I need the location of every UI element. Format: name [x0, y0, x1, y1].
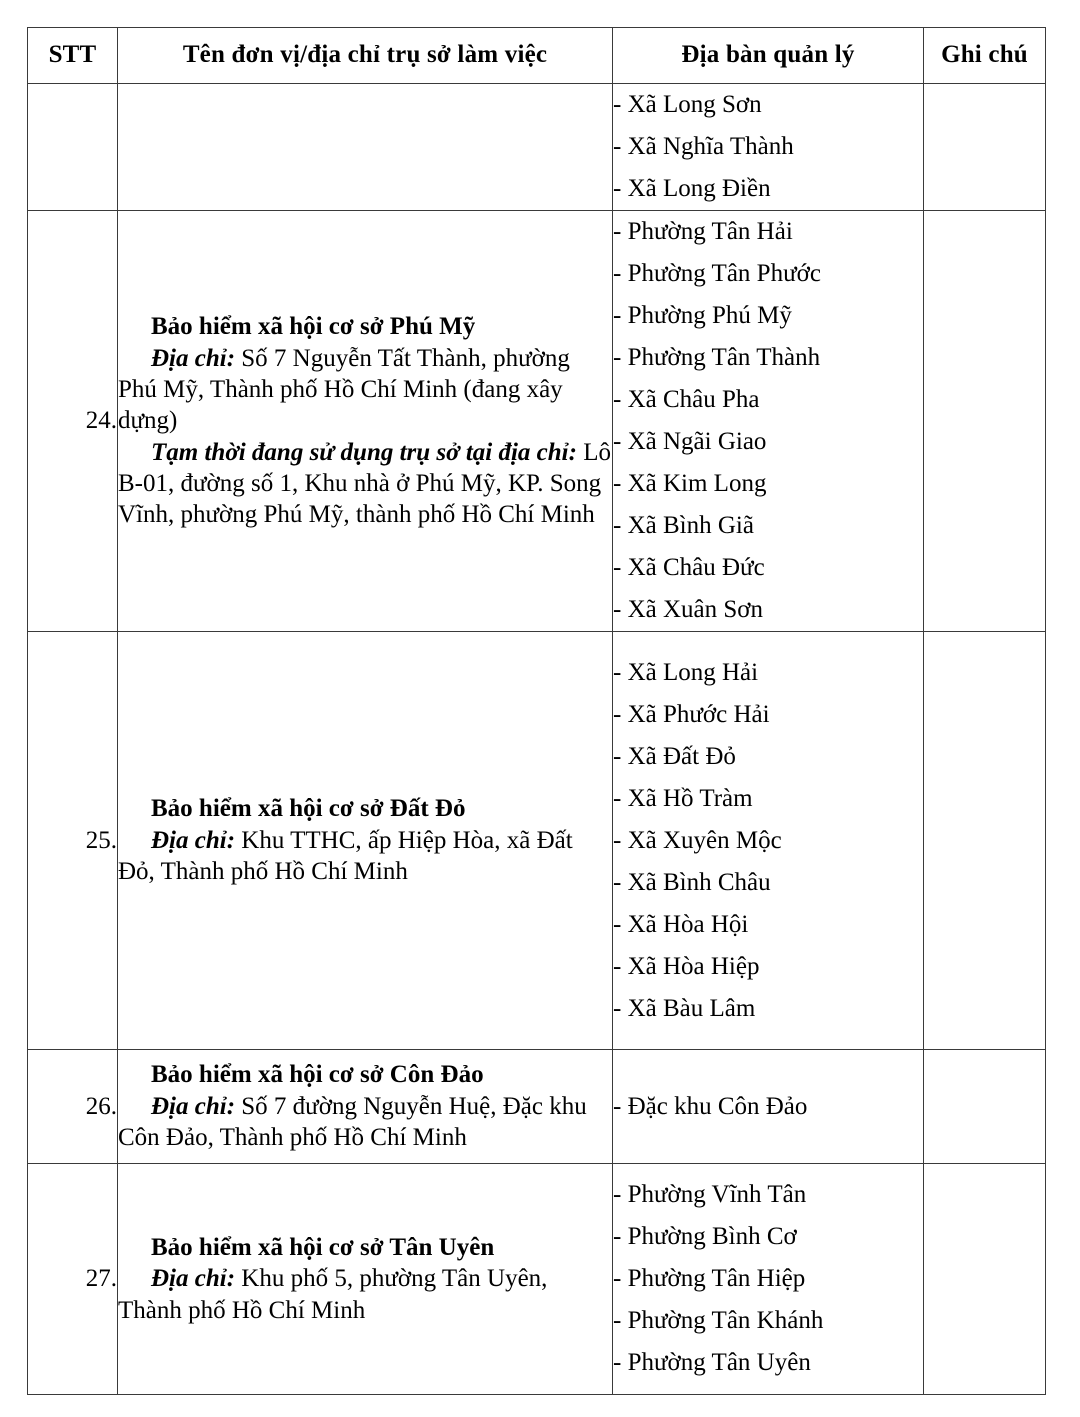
address-label: Địa chỉ: [151, 344, 236, 372]
area-list-item: - Xã Ngãi Giao [613, 428, 767, 455]
cell-managed-area [613, 1050, 924, 1164]
area-list-item: - Xã Xuân Sơn [613, 596, 763, 623]
table-row [28, 632, 1046, 1050]
temporary-address-label: Tạm thời đang sử dụng trụ sở tại địa chỉ: [151, 438, 577, 466]
area-list-item: - Xã Nghĩa Thành [613, 133, 794, 160]
unit-info-block [118, 311, 612, 531]
cell-note [924, 211, 1046, 632]
cell-note [924, 632, 1046, 1050]
area-list-item: - Phường Vĩnh Tân [613, 1181, 807, 1208]
cell-stt: 25. [28, 632, 118, 1050]
area-list [613, 652, 923, 1030]
area-list-item: - Xã Hòa Hiệp [613, 952, 760, 980]
table-row [28, 1050, 1046, 1164]
area-list-item: - Xã Long Điền [613, 175, 771, 202]
cell-unit-name [118, 84, 613, 211]
unit-title: Bảo hiểm xã hội cơ sở Côn Đảo [151, 1061, 484, 1089]
cell-stt [28, 84, 118, 211]
area-list-item: - Xã Đất Đỏ [613, 742, 736, 770]
unit-address [118, 825, 612, 888]
address-label: Địa chỉ: [151, 1265, 236, 1293]
area-list-item: - Phường Phú Mỹ [613, 302, 792, 329]
area-list-item: - Xã Kim Long [613, 470, 767, 497]
column-header-managed-area: Địa bàn quản lý [613, 28, 924, 84]
area-list [613, 211, 923, 631]
cell-unit-name [118, 211, 613, 632]
cell-managed-area [613, 1164, 924, 1395]
area-list [613, 84, 923, 210]
cell-stt: 24. [28, 211, 118, 632]
unit-address [118, 343, 612, 437]
cell-stt: 26. [28, 1050, 118, 1164]
address-label: Địa chỉ: [151, 826, 236, 854]
cell-note [924, 1050, 1046, 1164]
cell-unit-name [118, 1164, 613, 1395]
unit-title: Bảo hiểm xã hội cơ sở Tân Uyên [151, 1233, 495, 1261]
unit-title: Bảo hiểm xã hội cơ sở Phú Mỹ [151, 313, 476, 341]
cell-note [924, 1164, 1046, 1395]
area-list-item: - Xã Châu Đức [613, 554, 765, 581]
area-list-item: - Xã Phước Hải [613, 700, 770, 728]
column-header-unit-name: Tên đơn vị/địa chỉ trụ sở làm việc [118, 28, 613, 84]
area-list-item: - Xã Hồ Tràm [613, 784, 753, 812]
area-list-item: - Phường Tân Khánh [613, 1307, 824, 1334]
area-list-item: - Đặc khu Côn Đảo [613, 1092, 808, 1120]
table-row [28, 1164, 1046, 1395]
cell-managed-area [613, 84, 924, 211]
area-list-item: - Xã Long Sơn [613, 91, 762, 118]
area-list-item: - Phường Tân Thành [613, 344, 821, 371]
table-header [28, 28, 1046, 84]
area-list [613, 1174, 923, 1384]
area-list [613, 1086, 923, 1128]
unit-title: Bảo hiểm xã hội cơ sở Đất Đỏ [151, 795, 466, 823]
unit-address [118, 1091, 612, 1154]
unit-info-block [118, 1232, 612, 1326]
column-header-note: Ghi chú [924, 28, 1046, 84]
area-list-item: - Xã Châu Pha [613, 386, 760, 413]
cell-stt: 27. [28, 1164, 118, 1395]
unit-info-block [118, 793, 612, 887]
cell-unit-name [118, 1050, 613, 1164]
cell-managed-area [613, 211, 924, 632]
cell-note [924, 84, 1046, 211]
table-header-row [28, 28, 1046, 84]
area-list-item: - Xã Hòa Hội [613, 910, 749, 938]
area-list-item: - Xã Bình Châu [613, 868, 771, 896]
cell-managed-area [613, 632, 924, 1050]
cell-unit-name [118, 632, 613, 1050]
unit-address [118, 1263, 612, 1326]
address-text: Số 7 Nguyễn Tất Thành, phường Phú Mỹ, Thành phố Hồ Chí Minh (đang xây dựng) [118, 344, 570, 435]
area-list-item: - Phường Tân Hiệp [613, 1265, 806, 1292]
area-list-item: - Xã Bình Giã [613, 512, 754, 539]
column-header-stt: STT [28, 28, 118, 84]
area-list-item: - Phường Tân Phước [613, 260, 821, 287]
area-list-item: - Phường Bình Cơ [613, 1223, 797, 1250]
address-text: Khu TTHC, ấp Hiệp Hòa, xã Đất Đỏ, Thành phố Hồ Chí Minh [118, 826, 573, 886]
table-body [28, 84, 1046, 1395]
address-text: Số 7 đường Nguyễn Huệ, Đặc khu Côn Đảo, Thành phố Hồ Chí Minh [118, 1092, 587, 1152]
unit-info-block [118, 1059, 612, 1153]
area-list-item: - Xã Xuyên Mộc [613, 826, 782, 854]
table-row [28, 211, 1046, 632]
table-row [28, 84, 1046, 211]
administrative-units-table [27, 27, 1046, 1395]
area-list-item: - Phường Tân Uyên [613, 1349, 811, 1376]
unit-temporary-address [118, 437, 612, 531]
temporary-address-text: Lô B-01, đường số 1, Khu nhà ở Phú Mỹ, KP. Song Vĩnh, phường Phú Mỹ, thành phố Hồ Chí Minh [118, 438, 611, 529]
area-list-item: - Xã Long Hải [613, 658, 759, 686]
address-label: Địa chỉ: [151, 1092, 236, 1120]
area-list-item: - Phường Tân Hải [613, 218, 793, 245]
address-text: Khu phố 5, phường Tân Uyên, Thành phố Hồ Chí Minh [118, 1265, 548, 1324]
area-list-item: - Xã Bàu Lâm [613, 994, 756, 1022]
